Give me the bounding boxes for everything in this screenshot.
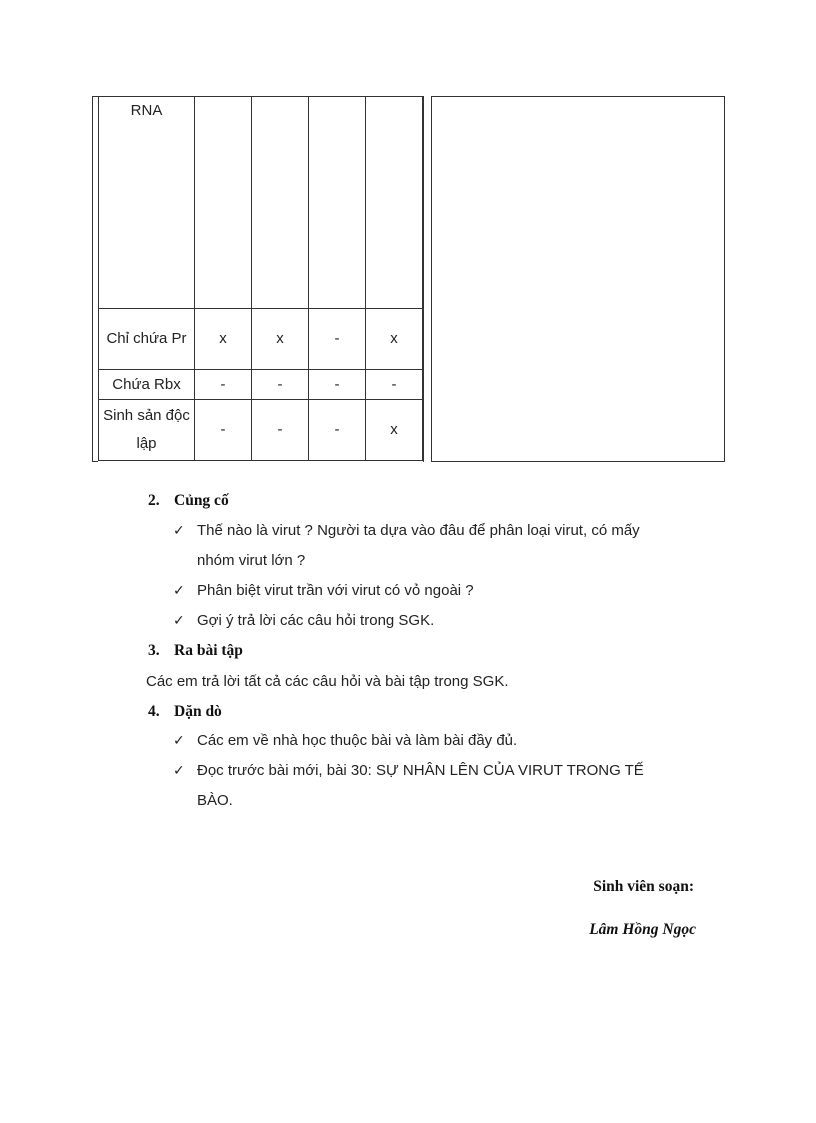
table-divider xyxy=(423,96,424,462)
bullet-text: Gợi ý trả lời các câu hỏi trong SGK. xyxy=(197,612,435,629)
empty-column-box xyxy=(431,96,725,462)
check-icon: ✓ xyxy=(173,762,185,778)
section-title: Dặn dò xyxy=(174,703,222,720)
table-cell: x xyxy=(252,309,309,370)
table-cell: x xyxy=(366,400,423,461)
list-item xyxy=(173,612,434,629)
table-row xyxy=(99,400,423,461)
table-cell xyxy=(366,97,423,309)
table-border-bottom-stub xyxy=(92,461,98,462)
data-grid xyxy=(98,96,423,461)
table-cell: - xyxy=(309,309,366,370)
comparison-table xyxy=(92,96,725,462)
table-cell: - xyxy=(309,370,366,400)
table-cell: - xyxy=(195,400,252,461)
section-2-heading xyxy=(148,492,229,510)
section-number: 2. xyxy=(148,492,160,509)
table-cell: x xyxy=(366,309,423,370)
row-label: Chứa Rbx xyxy=(99,370,195,400)
list-item xyxy=(173,582,474,599)
list-item xyxy=(173,732,517,749)
bullet-continuation: nhóm virut lớn ? xyxy=(197,552,306,569)
bullet-text: Các em về nhà học thuộc bài và làm bài đầy đủ. xyxy=(197,732,518,749)
table-cell: - xyxy=(366,370,423,400)
table-row xyxy=(99,370,423,400)
table-cell: - xyxy=(252,400,309,461)
table-cell: - xyxy=(195,370,252,400)
table-cell: x xyxy=(195,309,252,370)
section-4-heading xyxy=(148,703,222,721)
section-title: Củng cố xyxy=(174,492,229,509)
signature-name: Lâm Hồng Ngọc xyxy=(589,921,696,938)
bullet-text: Phân biệt virut trần với virut có vỏ ngoài ? xyxy=(197,582,474,599)
row-label: RNA xyxy=(99,97,195,309)
section-number: 4. xyxy=(148,703,160,720)
table-border-left xyxy=(92,96,93,462)
section-number: 3. xyxy=(148,642,160,659)
section-title: Ra bài tập xyxy=(174,642,243,659)
check-icon: ✓ xyxy=(173,582,185,598)
bullet-text: Đọc trước bài mới, bài 30: SỰ NHÂN LÊN CỦA VIRUT TRONG TẾ xyxy=(197,762,644,779)
check-icon: ✓ xyxy=(173,612,185,628)
bullet-continuation: BÀO. xyxy=(197,792,233,809)
check-icon: ✓ xyxy=(173,522,185,538)
row-label: Chỉ chứa Pr xyxy=(99,309,195,370)
table-cell xyxy=(195,97,252,309)
table-row xyxy=(99,97,423,309)
exercise-text: Các em trả lời tất cả các câu hỏi và bài tập trong SGK. xyxy=(146,673,509,690)
table-cell xyxy=(252,97,309,309)
table-row xyxy=(99,309,423,370)
list-item xyxy=(173,762,644,779)
table-cell: - xyxy=(252,370,309,400)
check-icon: ✓ xyxy=(173,732,185,748)
table-cell xyxy=(309,97,366,309)
list-item xyxy=(173,522,640,539)
table-cell: - xyxy=(309,400,366,461)
row-label: Sinh sản độc lập xyxy=(99,400,195,461)
bullet-text: Thế nào là virut ? Người ta dựa vào đâu để phân loại virut, có mấy xyxy=(197,522,640,539)
signature-role: Sinh viên soạn: xyxy=(593,878,694,895)
section-3-heading xyxy=(148,642,243,660)
